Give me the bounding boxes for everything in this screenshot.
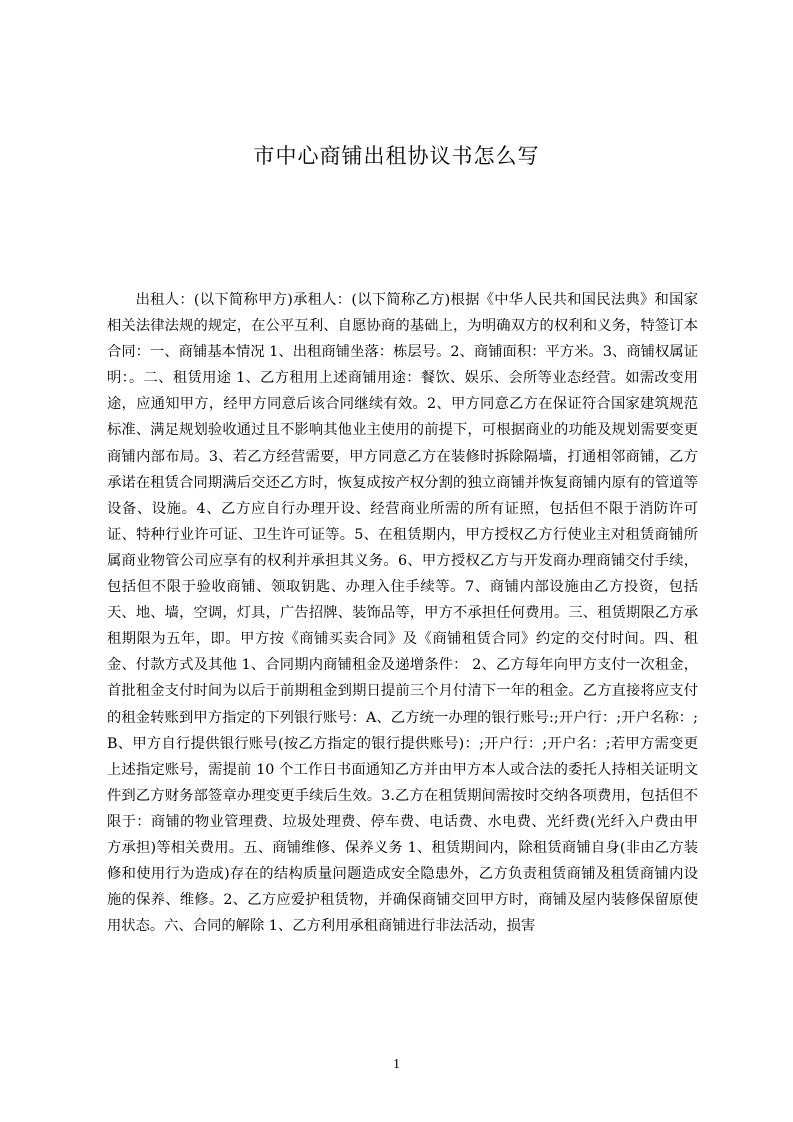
document-body-paragraph: 出租人：(以下简称甲方)承租人：(以下简称乙方)根据《中华人民共和国民法典》和国家相关法律法规的规定，在公平互利、自愿协商的基础上，为明确双方的权利和义务，特签订本合同：一、商铺基本情况 1、出租商铺坐落：栋层号。2、商铺面积：平方米。3、商铺权属证明：。二、租赁用途 1、乙方租用上述商铺用途：餐饮、娱乐、会所等业态经营。如需改变用途，应通知甲方，经甲方同意后该合同继续有效。2、甲方同意乙方在保证符合国家建筑规范标准、满足规划验收通过且不影响其他业主使用的前提下，可根据商业的功能及规划需要变更商铺内部布局。3、若乙方经营需要，甲方同意乙方在装修时拆除隔墙，打通相邻商铺，乙方承诺在租赁合同期满后交还乙方时，恢复成按产权分割的独立商铺并恢复商铺内原有的管道等设备、设施。4、乙方应自行办理开设、经营商业所需的所有证照，包括但不限于消防许可证、特种行业许可证、卫生许可证等。5、在租赁期内，甲方授权乙方行使业主对租赁商铺所属商业物管公司应享有的权利并承担其义务。6、甲方授权乙方与开发商办理商铺交付手续，包括但不限于验收商铺、领取钥匙、办理入住手续等。7、商铺内部设施由乙方投资，包括天、地、墙，空调，灯具，广告招牌、装饰品等，甲方不承担任何费用。三、租赁期限乙方承租期限为五年，即。甲方按《商铺买卖合同》及《商铺租赁合同》约定的交付时间。四、租金、付款方式及其他 1、合同期内商铺租金及递增条件： 2、乙方每年向甲方支付一次租金，首批租金支付时间为以后于前期租金到期日提前三个月付清下一年的租金。乙方直接将应支付的租金转账到甲方指定的下列银行账号：A、乙方统一办理的银行账号:;开户行：;开户名称：;B、甲方自行提供银行账号(按乙方指定的银行提供账号)：;开户行：;开户名：;若甲方需变更上述指定账号，需提前 10 个工作日书面通知乙方并由甲方本人或合法的委托人持相关证明文件到乙方财务部签章办理变更手续后生效。3.乙方在租赁期间需按时交纳各项费用，包括但不限于：商铺的物业管理费、垃圾处理费、停车费、电话费、水电费、光纤费(光纤入户费由甲方承担)等相关费用。五、商铺维修、保养义务 1、租赁期间内，除租赁商铺自身(非由乙方装修和使用行为造成)存在的结构质量问题造成安全隐患外，乙方负责租赁商铺及租赁商铺内设施的保养、维修。2、乙方应爱护租赁物，并确保商铺交回甲方时，商铺及屋内装修保留原使用状态。六、合同的解除 1、乙方利用承租商铺进行非法活动，损害: [107, 292, 698, 935]
document-title: 市中心商铺出租协议书怎么写: [253, 144, 540, 168]
page-number: 1: [393, 1057, 400, 1072]
